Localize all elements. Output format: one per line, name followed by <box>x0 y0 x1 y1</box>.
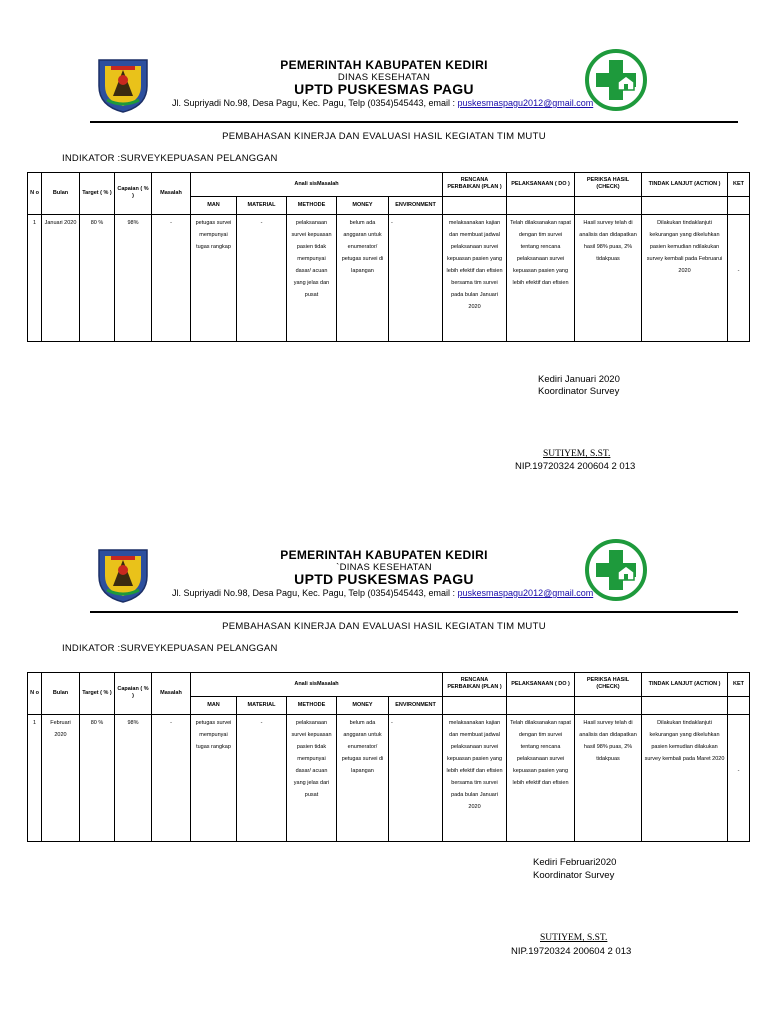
report-section-january <box>0 0 768 485</box>
col-header-bulan: Bulan <box>42 673 80 715</box>
cell-target: 80 % <box>80 214 115 341</box>
puskesmas-name: UPTD PUSKESMAS PAGU <box>294 571 474 587</box>
cell-bulan: Januari 2020 <box>42 214 80 341</box>
empty-cell <box>507 696 575 714</box>
empty-cell <box>507 196 575 214</box>
indicator-label: INDIKATOR :SURVEYKEPUASAN PELANGGAN <box>62 643 278 654</box>
cell-no: 1 <box>28 214 42 341</box>
email-link[interactable]: puskesmaspagu2012@gmail.com <box>457 98 594 108</box>
empty-cell <box>642 196 728 214</box>
col-header-methode: METHODE <box>287 696 337 714</box>
report-title: PEMBAHASAN KINERJA DAN EVALUASI HASIL KEGIATAN TIM MUTU <box>222 621 546 632</box>
col-header-pelaksanaan: PELAKSANAAN ( DO ) <box>507 673 575 697</box>
col-header-periksa: PERIKSA HASIL (CHECK) <box>575 173 642 197</box>
col-header-capaian: Capaian ( % ) <box>115 173 152 215</box>
cell-masalah: - <box>152 714 191 841</box>
cell-methode: pelaksanaan survei kepuasan pasien tidak mempunyai dasar/ acuan yang jelas dari pusat <box>287 714 337 841</box>
cell-tindak: Dilakukan tindaklanjuti kekurangan yang dikeluhkan pasien kemudian dilakukan survey kembali pada Maret 2020 <box>642 714 728 841</box>
cell-pelaksanaan: Telah dilaksanakan rapat dengan tim survei tentang rencana pelaksanaan survei kepuasan pasien yang lebih efektif dan efisien <box>507 214 575 341</box>
ket-value: - <box>737 767 740 774</box>
cell-material: - <box>237 714 287 841</box>
sign-place-date: Kediri Februari2020 <box>533 857 617 868</box>
email-link[interactable]: puskesmaspagu2012@gmail.com <box>457 588 594 598</box>
cell-periksa: Hasil survey telah di analisis dan didapatkan hasil 98% puas, 2% tidakpuas <box>575 214 642 341</box>
address-line <box>172 588 593 598</box>
cell-ket <box>728 714 750 841</box>
cell-ket <box>728 214 750 341</box>
col-header-money: MONEY <box>337 196 389 214</box>
sign-role: Koordinator Survey <box>538 386 620 397</box>
cell-methode: pelaksanaan survei kepuasan pasien tidak mempunyai dasar/ acuan yang jelas dan pusat <box>287 214 337 341</box>
puskesmas-logo-icon <box>584 48 648 112</box>
department-name: `DINAS KESEHATAN <box>336 562 432 573</box>
empty-cell <box>443 696 507 714</box>
puskesmas-name: UPTD PUSKESMAS PAGU <box>294 81 474 97</box>
col-header-material: MATERIAL <box>237 696 287 714</box>
report-title: PEMBAHASAN KINERJA DAN EVALUASI HASIL KEGIATAN TIM MUTU <box>222 131 546 142</box>
col-header-capaian: Capaian ( % ) <box>115 673 152 715</box>
cell-bulan: Februari 2020 <box>42 714 80 841</box>
col-header-masalah: Masalah <box>152 673 191 715</box>
address-text: Jl. Supriyadi No.98, Desa Pagu, Kec. Pagu, Telp (0354)545443, email : <box>172 98 458 108</box>
cell-money: belum ada anggaran untuk enumerator/ petugas survei di lapangan <box>337 214 389 341</box>
col-header-environment: ENVIRONMENT <box>389 696 443 714</box>
ket-value: - <box>737 267 740 274</box>
header-divider <box>90 611 738 613</box>
col-header-target: Target ( % ) <box>80 173 115 215</box>
empty-cell <box>642 696 728 714</box>
cell-no: 1 <box>28 714 42 841</box>
col-header-man: MAN <box>191 696 237 714</box>
cell-masalah: - <box>152 214 191 341</box>
col-header-tindak: TINDAK LANJUT (ACTION ) <box>642 173 728 197</box>
cell-capaian: 98% <box>115 214 152 341</box>
empty-cell <box>443 196 507 214</box>
puskesmas-logo-icon <box>584 538 648 602</box>
empty-cell <box>575 196 642 214</box>
cell-man: petugas survei mempunyai tugas rangkap <box>191 214 237 341</box>
col-header-tindak: TINDAK LANJUT (ACTION ) <box>642 673 728 697</box>
cell-pelaksanaan: Telah dilaksanakan rapat dengan tim survei tentang rencana pelaksanaan survei kepuasan pasien yang lebih efektif dan efisien <box>507 714 575 841</box>
cell-tindak: Dilakukan tindaklanjuti kekurangan yang dikeluhkan pasien kemudian ndilakukan survey kembali pada Februarui 2020 <box>642 214 728 341</box>
report-section-february <box>0 490 768 975</box>
cell-money: belum ada anggaran untuk enumerator/ petugas survei di lapangan <box>337 714 389 841</box>
col-header-periksa: PERIKSA HASIL (CHECK) <box>575 673 642 697</box>
address-text: Jl. Supriyadi No.98, Desa Pagu, Kec. Pagu, Telp (0354)545443, email : <box>172 588 458 598</box>
cell-man: petugas survei mempunyai tugas rangkap <box>191 714 237 841</box>
col-header-bulan: Bulan <box>42 173 80 215</box>
indicator-label: INDIKATOR :SURVEYKEPUASAN PELANGGAN <box>62 153 278 164</box>
col-header-material: MATERIAL <box>237 196 287 214</box>
col-header-ket: KET <box>728 173 750 197</box>
empty-cell <box>728 196 750 214</box>
sign-role: Koordinator Survey <box>533 870 615 881</box>
col-header-rencana: RENCANA PERBAIKAN (PLAN ) <box>443 173 507 197</box>
cell-environment: - <box>389 714 443 841</box>
cell-rencana: melaksanakan kajian dan membuat jadwal pelaksanaan survei kepuasan pasien yang lebih efektif dan efisien bersama tim survei pada bulan Januari 2020 <box>443 714 507 841</box>
cell-target: 80 % <box>80 714 115 841</box>
address-line <box>172 98 593 108</box>
col-header-analisis: Anali sisMasalah <box>191 673 443 697</box>
col-header-no: N o <box>28 173 42 215</box>
government-title: PEMERINTAH KABUPATEN KEDIRI <box>280 548 488 562</box>
col-header-analisis: Anali sisMasalah <box>191 173 443 197</box>
header-divider <box>90 121 738 123</box>
cell-material: - <box>237 214 287 341</box>
cell-capaian: 98% <box>115 714 152 841</box>
col-header-rencana: RENCANA PERBAIKAN (PLAN ) <box>443 673 507 697</box>
table-row <box>28 714 750 841</box>
col-header-environment: ENVIRONMENT <box>389 196 443 214</box>
sign-name: SUTIYEM, S.ST. <box>540 933 608 943</box>
sign-name: SUTIYEM, S.ST. <box>543 449 611 459</box>
sign-nip: NIP.19720324 200604 2 013 <box>515 461 636 472</box>
col-header-methode: METHODE <box>287 196 337 214</box>
col-header-pelaksanaan: PELAKSANAAN ( DO ) <box>507 173 575 197</box>
evaluation-table <box>27 672 750 842</box>
table-row <box>28 214 750 341</box>
department-name: DINAS KESEHATAN <box>337 72 431 83</box>
col-header-masalah: Masalah <box>152 173 191 215</box>
empty-cell <box>575 696 642 714</box>
cell-rencana: melaksanakan kajian dan membuat jadwal pelaksanaan survei kepuasan pasien yang lebih efektif dan efisien bersama tim survei pada bulan Januari 2020 <box>443 214 507 341</box>
col-header-no: N o <box>28 673 42 715</box>
cell-environment: - <box>389 214 443 341</box>
empty-cell <box>728 696 750 714</box>
government-title: PEMERINTAH KABUPATEN KEDIRI <box>280 58 488 72</box>
col-header-target: Target ( % ) <box>80 673 115 715</box>
evaluation-table <box>27 172 750 342</box>
col-header-man: MAN <box>191 196 237 214</box>
col-header-money: MONEY <box>337 696 389 714</box>
cell-periksa: Hasil survey telah di analisis dan didapatkan hasil 98% puas, 2% tidakpuas <box>575 714 642 841</box>
sign-place-date: Kediri Januari 2020 <box>538 374 620 385</box>
col-header-ket: KET <box>728 673 750 697</box>
sign-nip: NIP.19720324 200604 2 013 <box>511 946 632 957</box>
